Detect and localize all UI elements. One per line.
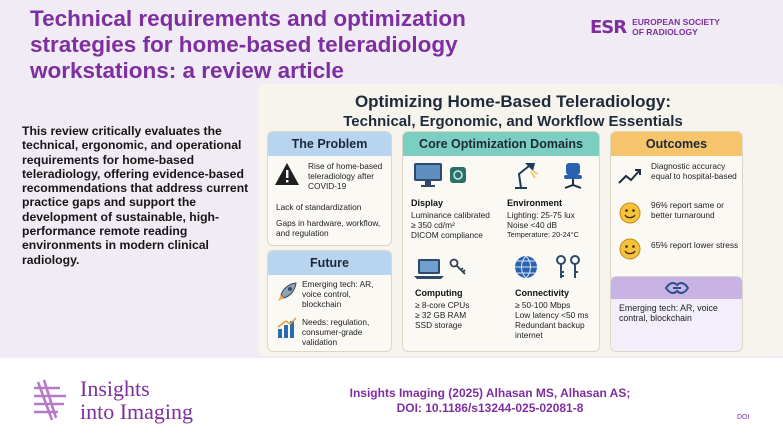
monitor-icon <box>413 162 443 188</box>
infographic <box>258 84 783 356</box>
display-line3: DICOM compliance <box>411 230 483 240</box>
problem-item2: Lack of standardization <box>276 202 362 212</box>
computing-line3: SSD storage <box>415 320 463 330</box>
computing-label: Computing <box>415 288 463 298</box>
journal-logo-text[interactable] <box>80 377 193 423</box>
computing-line1: ≥ 8-core CPUs <box>415 300 470 310</box>
problem-heading: The Problem <box>268 132 391 156</box>
esr-mark: ESR <box>590 16 627 38</box>
page-title: Technical requirements and optimization strategies for home-based teleradiology workstations: a review article <box>30 6 466 83</box>
citation-line2[interactable]: DOI: 10.1186/s13244-025-02081-8 <box>396 401 584 415</box>
computing-line2: ≥ 32 GB RAM <box>415 310 467 320</box>
calibration-icon <box>449 166 467 184</box>
future-card <box>267 250 392 352</box>
office-chair-icon <box>561 162 585 190</box>
warning-icon <box>274 162 300 186</box>
future-heading: Future <box>268 251 391 275</box>
environment-label: Environment <box>507 198 563 208</box>
outcomes-card <box>610 131 743 282</box>
display-line1: Luminance calibrated <box>411 210 490 220</box>
future-item2: Needs: regulation, consumer-grade validation <box>302 317 370 347</box>
environment-line1: Lighting: 25-75 lux <box>507 210 575 220</box>
emerging-card <box>610 276 743 352</box>
infographic-title-line1: Optimizing Home-Based Teleradiology: <box>354 92 672 111</box>
connectivity-line3: Redundant backup internet <box>515 320 585 340</box>
key-icon <box>449 258 467 276</box>
outcome-item3: 65% report lower stress <box>651 240 739 250</box>
globe-icon <box>513 254 539 280</box>
environment-line2: Noise <40 dB <box>507 220 558 230</box>
handshake-icon <box>664 279 690 297</box>
domains-heading: Core Optimization Domains <box>403 132 599 156</box>
bar-chart-icon <box>276 317 298 339</box>
connectivity-line1: ≥ 50-100 Mbps <box>515 300 571 310</box>
trend-up-icon <box>617 166 643 186</box>
outcomes-heading: Outcomes <box>611 132 742 156</box>
esr-logo-line2: OF RADIOLOGY <box>632 27 698 37</box>
citation-line1: Insights Imaging (2025) Alhasan MS, Alhasan AS; <box>349 386 631 400</box>
smiley-icon <box>619 202 641 224</box>
display-line2: ≥ 350 cd/m² <box>411 220 455 230</box>
domains-card <box>402 131 600 352</box>
connectivity-label: Connectivity <box>515 288 570 298</box>
infographic-title <box>258 92 768 132</box>
small-doi-link[interactable]: DOI <box>737 414 750 421</box>
problem-item3: Gaps in hardware, workflow, and regulation <box>276 218 381 238</box>
summary-text: This review critically evaluates the technical, ergonomic, and operational requirements for home-based teleradiology, offering evidence-based recommendations that address current practice gaps and support the development of sustainable, high-performance remote reading environments in modern clinical radiology. <box>22 124 249 267</box>
journal-line1: Insights <box>80 376 150 401</box>
esr-logo-text <box>632 17 720 37</box>
problem-item1: Rise of home-based teleradiology after COVID-19 <box>308 161 383 191</box>
esr-logo[interactable] <box>590 12 780 42</box>
laptop-icon <box>413 257 445 281</box>
emerging-band <box>611 277 742 299</box>
environment-line3: Temperature: 20-24°C <box>507 230 579 239</box>
citation <box>300 386 680 416</box>
outcome-item2: 96% report same or better turnaround <box>651 200 724 220</box>
lock-key-icon <box>555 254 583 280</box>
journal-line2: into Imaging <box>80 399 194 424</box>
emerging-text: Emerging tech: AR, voice contral, blockchain <box>619 303 718 323</box>
rocket-icon <box>276 281 298 303</box>
connectivity-line2: Low latency <50 ms <box>515 310 589 320</box>
problem-card <box>267 131 392 246</box>
desk-lamp-icon <box>511 160 539 190</box>
smiley-icon <box>619 238 641 260</box>
future-item1: Emerging tech: AR, voice control, blockchain <box>302 279 374 309</box>
infographic-title-line2: Technical, Ergonomic, and Workflow Essentials <box>343 113 683 130</box>
esr-logo-line1: EUROPEAN SOCIETY <box>632 17 720 27</box>
display-label: Display <box>411 198 444 208</box>
outcome-item1: Diagnostic accuracy equal to hospital-based <box>651 161 737 181</box>
